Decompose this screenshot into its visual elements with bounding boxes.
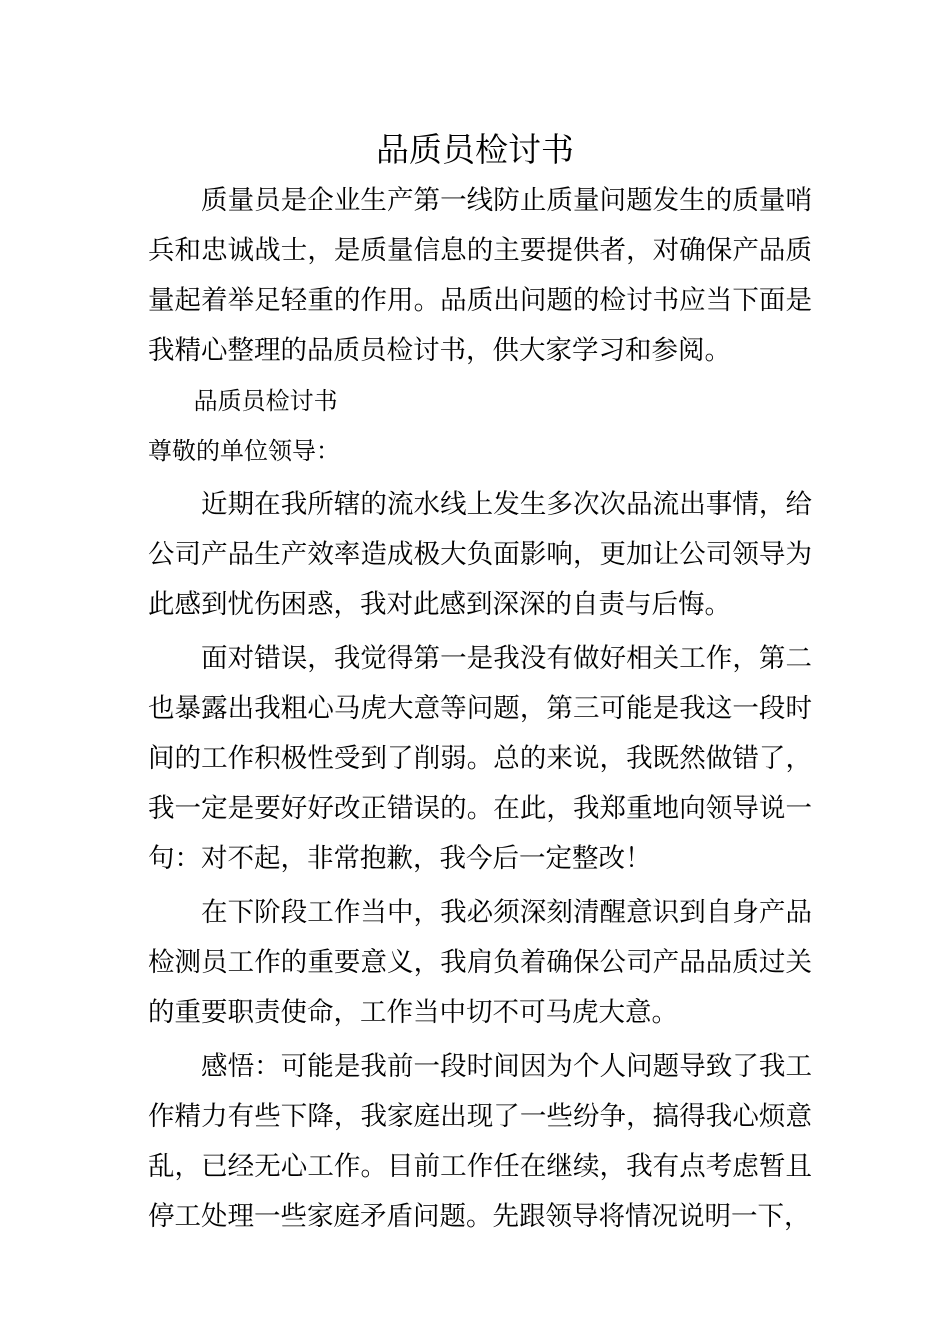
intro-paragraph: 质量员是企业生产第一线防止质量问题发生的质量哨兵和忠诚战士，是质量信息的主要提供者，对确保产品质量起着举足轻重的作用。品质出问题的检讨书应当下面是我精心整理的品质员检讨书，供大家学习和参阅。 [148,185,812,366]
body-paragraph-insight: 感悟：可能是我前一段时间因为个人问题导致了我工作精力有些下降，我家庭出现了一些纷争，搞得我心烦意乱，已经无心工作。目前工作任在继续，我有点考虑暂且停工处理一些家庭矛盾问题。先跟领导将情况说明一下， [148,1051,812,1232]
body-paragraph-incident: 近期在我所辖的流水线上发生多次次品流出事情，给公司产品生产效率造成极大负面影响，更加让公司领导为此感到忧伤困惑，我对此感到深深的自责与后悔。 [148,489,812,620]
document-body [148,176,812,1242]
body-paragraph-commitment: 在下阶段工作当中，我必须深刻清醒意识到自身产品检测员工作的重要意义，我肩负着确保公司产品品质过关的重要职责使命，工作当中切不可马虎大意。 [148,897,812,1028]
salutation: 尊敬的单位领导： [148,437,340,465]
document-title: 品质员检讨书 [376,130,574,169]
body-paragraph-reflection: 面对错误，我觉得第一是我没有做好相关工作，第二也暴露出我粗心马虎大意等问题，第三可能是我这一段时间的工作积极性受到了削弱。总的来说，我既然做错了，我一定是要好好改正错误的。在此，我郑重地向领导说一句：对不起，非常抱歉，我今后一定整改！ [148,643,812,874]
section-heading: 品质员检讨书 [193,387,338,415]
